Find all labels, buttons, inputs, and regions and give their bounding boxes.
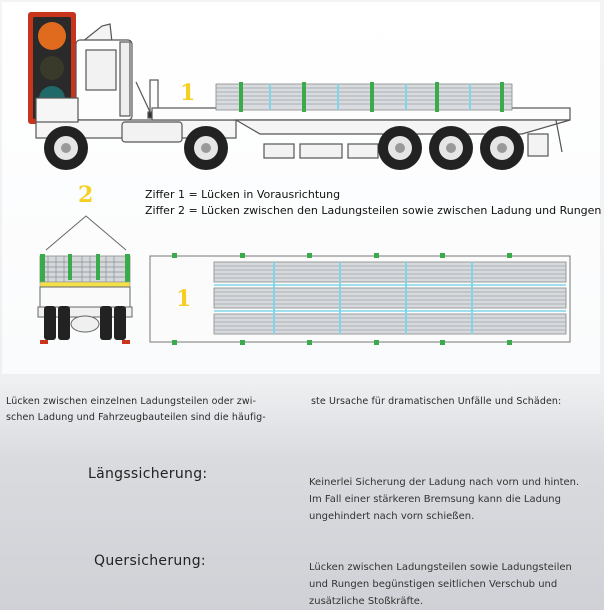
section-text-line-3: zusätzliche Stoßkräfte. (309, 596, 424, 607)
load-side-view (216, 82, 512, 112)
section-text-line-2: Im Fall einer stärkeren Bremsung kann die Ladung (309, 494, 561, 505)
section-text-line-2: und Rungen begünstigen seitlichen Verschub und (309, 579, 558, 590)
section-text-line-1: Keinerlei Sicherung der Ladung nach vorn und hinten. (309, 477, 580, 488)
caption-1: Ziffer 1 = Lücken in Vorausrichtung (145, 188, 341, 201)
section-text-line-3: ungehindert nach vorn schießen. (309, 511, 475, 522)
section-heading-quersicherung: Quersicherung: (94, 553, 206, 569)
section-text-laengssicherung (309, 474, 591, 525)
intro-left-line-2: schen Ladung und Fahrzeugbauteilen sind die häufig- (6, 412, 266, 423)
intro-right-line-1: ste Ursache für dramatischen Unfälle und Schäden: (311, 396, 562, 407)
figure-panel (2, 2, 600, 374)
intro-right (311, 394, 599, 410)
section-text-quersicherung (309, 559, 591, 610)
label-1-top-view: 1 (176, 286, 192, 312)
top-view (150, 253, 570, 345)
rear-view (38, 216, 132, 344)
intro-left-line-1: Lücken zwischen einzelnen Ladungsteilen oder zwi- (6, 396, 257, 407)
section-heading-laengssicherung: Längssicherung: (88, 466, 208, 482)
label-2: 2 (78, 182, 94, 208)
section-text-line-1: Lücken zwischen Ladungsteilen sowie Ladungsteilen (309, 562, 572, 573)
caption-2: Ziffer 2 = Lücken zwischen den Ladungsteilen sowie zwischen Ladung und Rungen (145, 204, 602, 217)
intro-left (6, 394, 306, 426)
label-1-side-view: 1 (180, 80, 196, 106)
